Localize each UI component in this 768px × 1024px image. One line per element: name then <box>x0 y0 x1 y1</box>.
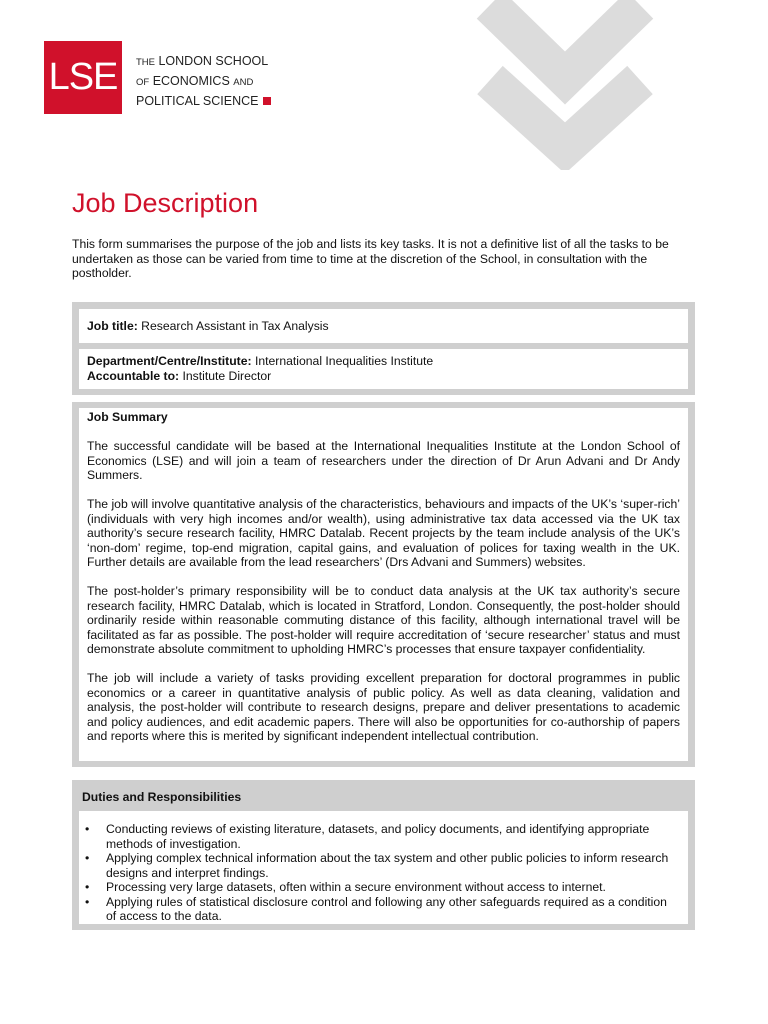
accountable-value: Institute Director <box>182 368 272 383</box>
chevron-down-icon <box>455 0 655 170</box>
red-square-icon <box>263 97 271 105</box>
lse-logo <box>44 41 122 114</box>
job-title-value: Research Assistant in Tax Analysis <box>141 319 329 333</box>
school-name <box>136 52 271 110</box>
department-row <box>79 349 688 389</box>
duties-heading: Duties and Responsibilities <box>82 790 242 804</box>
duties-list <box>79 822 680 924</box>
job-summary-content <box>79 408 688 761</box>
list-item: • Applying rules of statistical disclosure control and following any other safeguards required as a condition of access to the data. <box>79 895 680 924</box>
list-item: • Conducting reviews of existing literature, datasets, and policy documents, and identifying appropriate methods of investigation. <box>79 822 680 851</box>
summary-paragraph: The post-holder’s primary responsibility will be to conduct data analysis at the UK tax authority’s secure research facility, HMRC Datalab, which is located in Stratford, London. Consequently, the post-holder should ordinarily reside within reasonable commuting distance of this facility, although international travel will be facilitated as far as possible. The post-holder will require accreditation of ‘secure researcher’ status and must demonstrate absolute commitment to upholding HMRC’s processes that ensure taxpayer confidentiality. <box>87 584 680 656</box>
school-line-2: OF ECONOMICS AND <box>136 74 254 88</box>
duties-content <box>79 811 688 924</box>
school-line-3: POLITICAL SCIENCE <box>136 92 271 110</box>
intro-text: This form summarises the purpose of the job and lists its key tasks. It is not a definitive list of all the tasks to be undertaken as those can be varied from time to time at the discretion of the School, in consultation with the postholder. <box>72 237 669 280</box>
job-title-label: Job title: <box>87 319 138 333</box>
lse-logo-mark: LSE <box>48 56 118 98</box>
page-title: Job Description <box>72 188 259 218</box>
list-item: • Processing very large datasets, often within a secure environment without access to internet. <box>79 880 680 895</box>
school-line-1: THE LONDON SCHOOL <box>136 54 269 68</box>
summary-paragraph: The job will include a variety of tasks providing excellent preparation for doctoral programmes in public economics or a career in quantitative analysis of public policy. As well as data cleaning, validation and analysis, the post-holder will contribute to research designs, prepare and deliver presentations to academic and policy audiences, and edit academic papers. There will also be opportunities for co-authorship of papers and reports where this is merited by significant independent intellectual contribution. <box>87 671 680 743</box>
summary-paragraph: The successful candidate will be based at the International Inequalities Institute at the London School of Economics (LSE) and will join a team of researchers under the direction of Dr Arun Advani and Dr Andy Summers. <box>87 439 680 482</box>
list-item: • Applying complex technical information about the tax system and other public policies to inform research designs and interpret findings. <box>79 851 680 880</box>
job-title-row <box>79 309 688 343</box>
duties-box <box>72 780 695 930</box>
summary-paragraph: The job will involve quantitative analysis of the characteristics, behaviours and impacts of the UK’s ‘super-rich’ (individuals with very high incomes and/or wealth), using administrative tax data accessed via the UK tax authority’s secure research facility, HMRC Datalab. Recent projects by the team include analysis of the UK’s ‘non-dom’ regime, top-end migration, capital gains, and evaluation of polices for taxing wealth in the UK. Further details are available from the lead researchers’ (Drs Advani and Summers) websites. <box>87 497 680 569</box>
department-label: Department/Centre/Institute: <box>87 354 252 368</box>
department-value: International Inequalities Institute <box>254 354 434 368</box>
accountable-label: Accountable to: <box>87 368 180 383</box>
job-summary-box <box>72 402 695 767</box>
job-summary-heading: Job Summary <box>87 410 168 424</box>
job-details-box <box>72 302 695 395</box>
